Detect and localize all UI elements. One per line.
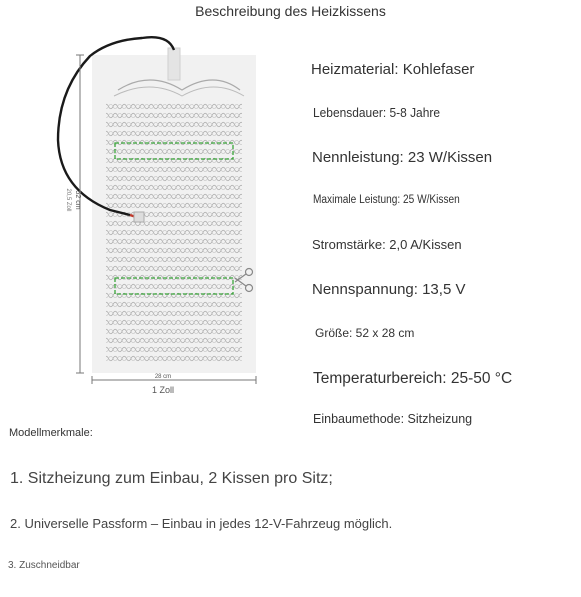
spec-voltage: Nennspannung: 13,5 V [312,281,466,298]
spec-rated-power: Nennleistung: 23 W/Kissen [312,149,493,166]
heating-wire-pattern [106,100,242,362]
feature-item-2: 2. Universelle Passform – Einbau in jedes 12-V-Fahrzeug möglich. [10,516,393,531]
heating-pad-diagram [50,30,265,400]
height-label-cm: 52 cm [74,190,81,210]
pad-connector [168,48,180,80]
height-label-inch: 20,5 Zoll [65,188,71,212]
spec-installation: Einbaumethode: Sitzheizung [313,412,473,426]
page-title: Beschreibung des Heizkissens [195,3,386,19]
cable-plug [134,212,144,222]
spec-material: Heizmaterial: Kohlefaser [311,61,475,78]
spec-current: Stromstärke: 2,0 A/Kissen [312,237,462,252]
spec-temperature: Temperaturbereich: 25-50 °C [313,370,513,387]
width-label-inch: 1 Zoll [151,385,175,395]
width-label-cm: 28 cm [154,374,172,380]
feature-item-1: 1. Sitzheizung zum Einbau, 2 Kissen pro Sitz; [10,470,333,487]
spec-max-power: Maximale Leistung: 25 W/Kissen [313,194,460,206]
features-title: Modellmerkmale: [9,427,93,439]
feature-item-3: 3. Zuschneidbar [8,560,80,571]
spec-lifetime: Lebensdauer: 5-8 Jahre [313,105,441,120]
spec-size: Größe: 52 x 28 cm [315,326,415,340]
